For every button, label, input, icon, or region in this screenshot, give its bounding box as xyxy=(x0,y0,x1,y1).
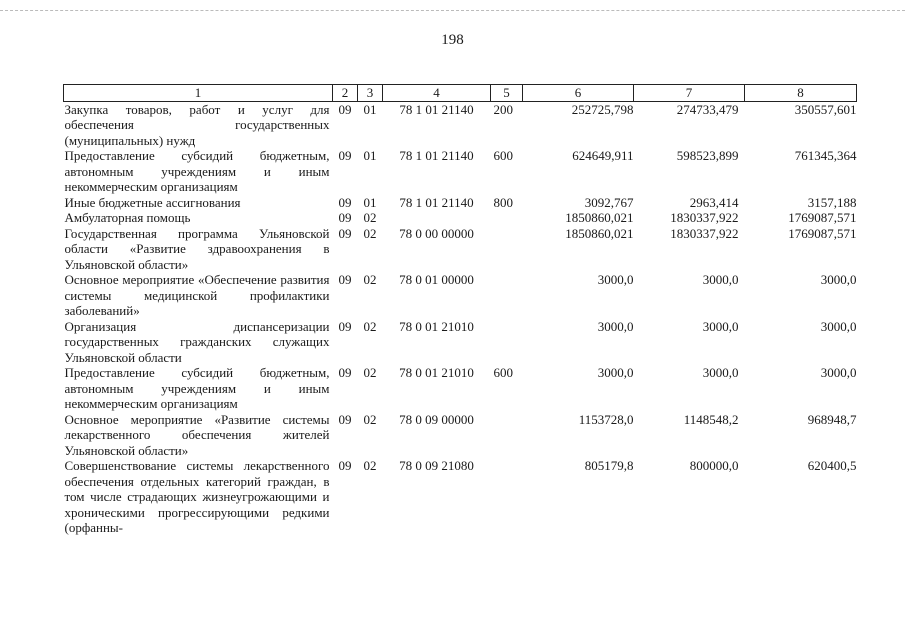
row-amount-col7: 598523,899 xyxy=(676,148,739,163)
row-name: Предоставление субсидий бюджетным, автономным учреждениям и иным некоммерческим организациям xyxy=(64,365,330,411)
row-name: Совершенствование системы лекарственного обеспечения отдельных категорий граждан, в том числе страдающих жизнеугрожающими и хроническими прогрессирующими редкими (орфанны- xyxy=(64,458,330,535)
row-name: Организация диспансеризации государственных гражданских служащих Ульяновской области xyxy=(64,318,330,365)
column-header: 8 xyxy=(745,85,857,102)
row-amount-col8: 3000,0 xyxy=(820,272,857,287)
row-section: 09 xyxy=(338,458,352,473)
row-section: 09 xyxy=(338,318,352,334)
row-amount-col8: 1769087,571 xyxy=(788,210,857,225)
row-expense-type: 600 xyxy=(493,148,513,163)
row-target-article: 78 0 01 00000 xyxy=(399,272,474,287)
table-row xyxy=(64,210,857,226)
row-amount-col7: 800000,0 xyxy=(689,458,739,473)
row-section: 09 xyxy=(338,194,352,210)
row-amount-col8: 620400,5 xyxy=(807,458,857,473)
row-amount-col7: 2963,414 xyxy=(689,194,739,210)
row-expense-type xyxy=(491,412,523,459)
row-target-article xyxy=(383,210,491,226)
row-amount-col8: 350557,601 xyxy=(794,101,857,117)
column-header: 4 xyxy=(383,85,491,102)
row-amount-col6: 1153728,0 xyxy=(578,411,634,427)
row-target-article: 78 1 01 21140 xyxy=(399,194,474,210)
row-section: 09 xyxy=(338,411,352,427)
row-subsection: 01 xyxy=(363,101,377,117)
row-amount-col6: 1850860,021 xyxy=(565,210,634,225)
row-expense-type xyxy=(491,210,523,226)
row-name: Основное мероприятие «Обеспечение развития системы медицинской профилактики заболеваний» xyxy=(64,272,330,318)
row-expense-type xyxy=(491,226,523,273)
row-expense-type: 600 xyxy=(493,365,513,380)
row-amount-col6: 252725,798 xyxy=(571,101,634,117)
column-header: 7 xyxy=(634,85,745,102)
row-amount-col7: 3000,0 xyxy=(702,318,739,334)
row-subsection: 02 xyxy=(363,411,377,427)
row-amount-col6: 3000,0 xyxy=(597,365,634,380)
row-section: 09 xyxy=(338,225,352,241)
table-row xyxy=(64,226,857,273)
row-expense-type: 800 xyxy=(493,194,513,210)
row-expense-type xyxy=(491,272,523,319)
row-amount-col7: 1148548,2 xyxy=(683,411,739,427)
column-header: 5 xyxy=(491,85,523,102)
row-name: Предоставление субсидий бюджетным, автономным учреждениям и иным некоммерческим организациям xyxy=(64,148,330,194)
column-header: 1 xyxy=(64,85,333,102)
row-amount-col6: 3092,767 xyxy=(584,194,634,210)
row-section: 09 xyxy=(338,365,352,380)
row-amount-col7: 3000,0 xyxy=(702,365,739,380)
row-amount-col6: 1850860,021 xyxy=(565,225,634,241)
row-target-article: 78 0 09 00000 xyxy=(399,411,474,427)
table-row xyxy=(64,195,857,211)
row-name: Основное мероприятие «Развитие системы лекарственного обеспечения жителей Ульяновской области» xyxy=(64,411,330,458)
row-subsection: 01 xyxy=(363,148,377,163)
row-amount-col6: 3000,0 xyxy=(597,272,634,287)
column-header: 2 xyxy=(333,85,358,102)
page-top-edge xyxy=(0,10,905,11)
row-subsection: 02 xyxy=(363,272,377,287)
table-row xyxy=(64,365,857,412)
row-amount-col8: 3000,0 xyxy=(820,365,857,380)
row-subsection: 02 xyxy=(363,365,377,380)
row-section: 09 xyxy=(338,148,352,163)
row-amount-col7: 1830337,922 xyxy=(670,225,739,241)
row-subsection: 02 xyxy=(363,458,377,473)
table-row xyxy=(64,148,857,195)
row-target-article: 78 1 01 21140 xyxy=(399,148,474,163)
row-amount-col8: 3000,0 xyxy=(820,318,857,334)
row-amount-col8: 968948,7 xyxy=(807,411,857,427)
table-row xyxy=(64,412,857,459)
row-target-article: 78 0 01 21010 xyxy=(399,365,474,380)
row-expense-type: 200 xyxy=(493,101,513,117)
row-target-article: 78 0 01 21010 xyxy=(399,318,474,334)
row-amount-col8: 761345,364 xyxy=(794,148,857,163)
table-row xyxy=(64,101,857,148)
row-target-article: 78 0 00 00000 xyxy=(399,225,474,241)
row-amount-col7: 3000,0 xyxy=(702,272,739,287)
row-section: 09 xyxy=(338,210,352,225)
table-row xyxy=(64,458,857,536)
row-section: 09 xyxy=(338,272,352,287)
table-header-row xyxy=(64,85,857,102)
row-amount-col8: 3157,188 xyxy=(807,194,857,210)
row-name: Закупка товаров, работ и услуг для обеспечения государственных (муниципальных) нужд xyxy=(64,101,330,148)
row-target-article: 78 1 01 21140 xyxy=(399,101,474,117)
column-header: 3 xyxy=(358,85,383,102)
row-amount-col6: 805179,8 xyxy=(584,458,634,473)
row-name: Иные бюджетные ассигнования xyxy=(64,194,241,210)
row-subsection: 02 xyxy=(363,225,377,241)
row-target-article: 78 0 09 21080 xyxy=(399,458,474,473)
row-amount-col8: 1769087,571 xyxy=(788,225,857,241)
page-number: 198 xyxy=(441,32,464,48)
table-row xyxy=(64,319,857,366)
table-row xyxy=(64,272,857,319)
row-amount-col6: 624649,911 xyxy=(572,148,634,163)
row-expense-type xyxy=(491,458,523,536)
row-subsection: 02 xyxy=(363,210,377,225)
row-subsection: 02 xyxy=(363,318,377,334)
row-subsection: 01 xyxy=(363,194,377,210)
row-amount-col7: 274733,479 xyxy=(676,101,739,117)
row-name: Государственная программа Ульяновской области «Развитие здравоохранения в Ульяновской области» xyxy=(64,225,330,272)
budget-table xyxy=(63,84,857,536)
row-name: Амбулаторная помощь xyxy=(64,210,191,225)
column-header: 6 xyxy=(523,85,634,102)
row-amount-col7: 1830337,922 xyxy=(670,210,739,225)
row-amount-col6: 3000,0 xyxy=(597,318,634,334)
row-section: 09 xyxy=(338,101,352,117)
row-expense-type xyxy=(491,319,523,366)
